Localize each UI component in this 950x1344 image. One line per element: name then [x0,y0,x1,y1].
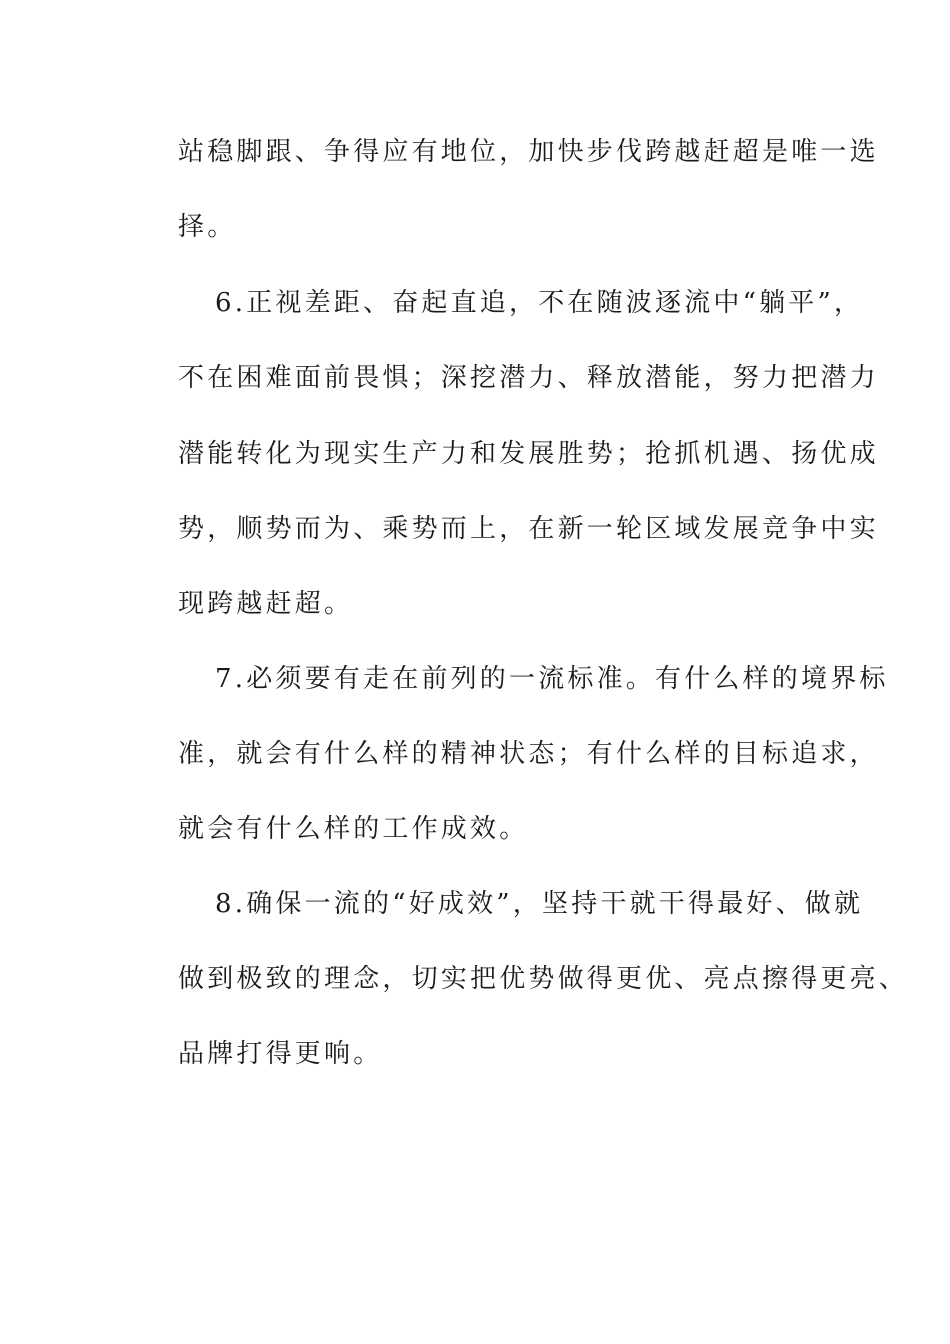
text-line: 择。 [178,212,237,242]
text-line: 现跨越赶超。 [178,589,354,619]
paragraph-6-start: 6.正视差距、奋起直追，不在随波逐流中“躺平”， [215,288,864,318]
text-line: 潜能转化为现实生产力和发展胜势；抢抓机遇、扬优成 [178,439,879,469]
text-line: 准，就会有什么样的精神状态；有什么样的目标追求， [178,739,879,769]
text-line: 站稳脚跟、争得应有地位，加快步伐跨越赶超是唯一选 [178,137,879,167]
text-line: 就会有什么样的工作成效。 [178,814,529,844]
text-line: 不在困难面前畏惧；深挖潜力、释放潜能，努力把潜力 [178,363,879,393]
text-line: 品牌打得更响。 [178,1039,383,1069]
text-line: 势，顺势而为、乘势而上，在新一轮区域发展竞争中实 [178,514,879,544]
paragraph-7-start: 7.必须要有走在前列的一流标准。有什么样的境界标 [215,664,889,694]
text-line: 做到极致的理念，切实把优势做得更优、亮点擦得更亮、 [178,964,909,994]
paragraph-8-start: 8.确保一流的“好成效”，坚持干就干得最好、做就 [215,889,864,919]
